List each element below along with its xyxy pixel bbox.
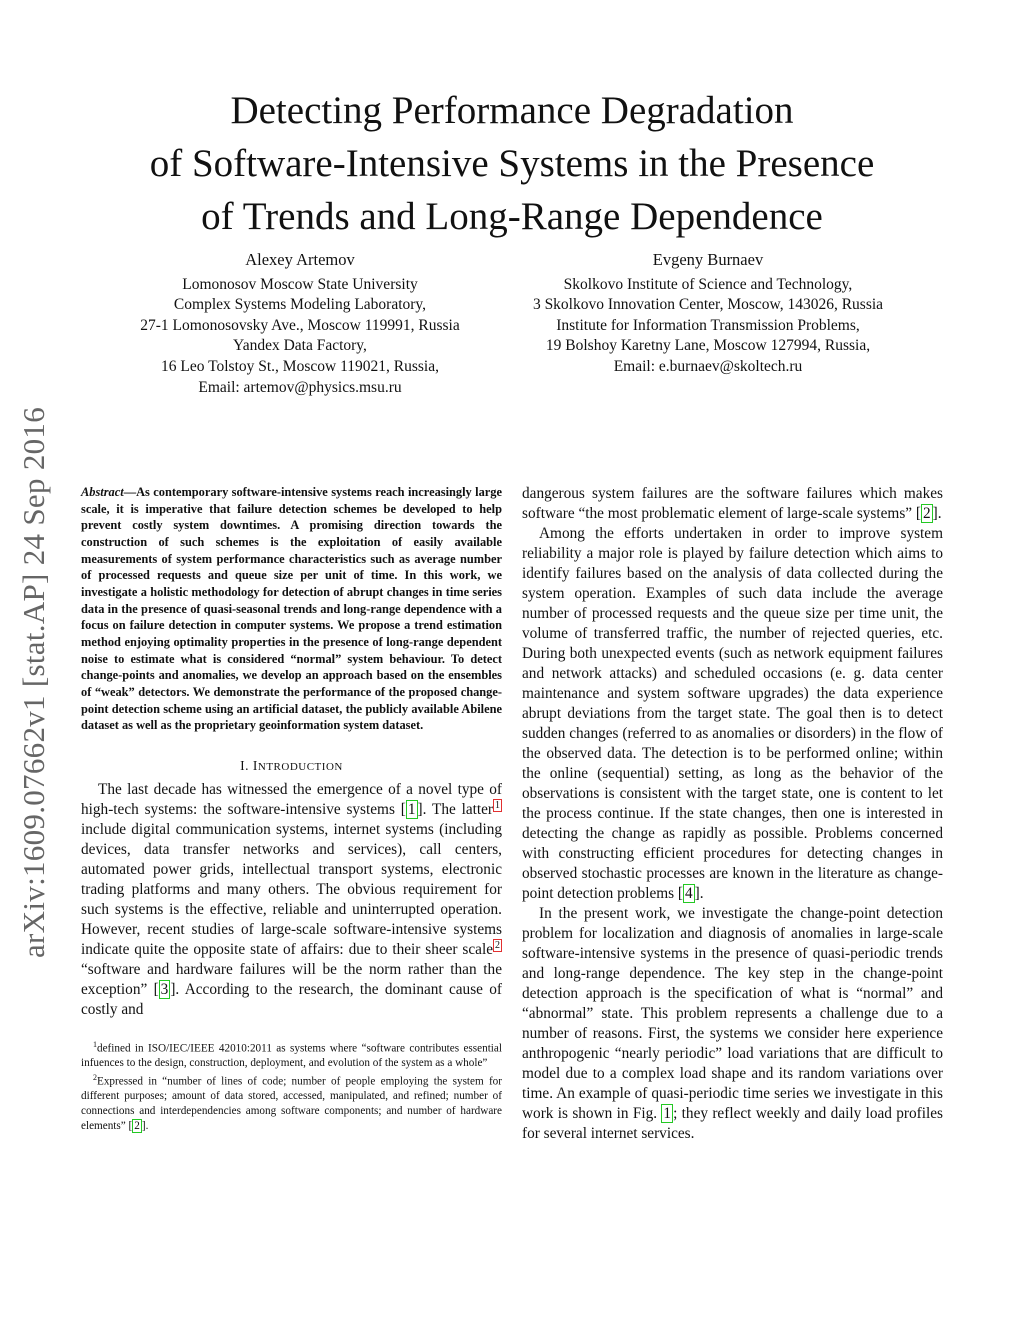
citation-link[interactable]: 4 bbox=[685, 885, 693, 902]
intro-paragraph: The last decade has witnessed the emergence of a novel type of high-tech systems: the software-intensive systems [ 1 ]. The latter $^1$ include digital communication systems, internet systems (including devices, data transfer networks and services), call centers, automated power grids, intellectual transport systems, electronic trading platforms and many others. The obvious requirement for such systems is the effective, reliable and uninterrupted operation. However, recent studies of large-scale software-intensive systems indicate quite the opposite state of affairs: due to their sheer scale $^2$ “software and hardware failures will be the norm rather than the exception” [ 3 ]. According to the research, the dominant cause of costly and bbox=[81, 780, 503, 1018]
footnotes bbox=[81, 1038, 502, 1134]
right-column bbox=[522, 484, 943, 1144]
affiliation-line: 27-1 Lomonosovsky Ave., Moscow 119991, Russia bbox=[140, 316, 460, 334]
citation-link[interactable]: 2 bbox=[923, 505, 931, 522]
footnote-1: $^1$defined in ISO/IEC/IEEE 42010:2011 as systems where “software contributes essential infuences to the design, construction, deployment, and evolution of the system as a whole” bbox=[81, 1039, 502, 1070]
author-name: Evgeny Burnaev bbox=[652, 250, 764, 269]
body-paragraph: Among the efforts undertaken in order to improve system reliability a major role is played by failure detection which aims to identify failures based on the analysis of data collected during the system operation. Examples of such data include the average number of processed requests and the queue size per time unit, the volume of transferred traffic, the number of rejected queries, etc. During both unexpected events (such as network equipment failures and network attacks) and scheduled occasions (e. g. data center maintenance and system software upgrades) the data experience abrupt deviations from the target state. The goal then is to detect sudden changes (referred to as anomalies or disorders) in the flow of the observed data. The detection is to be performed online; within the online (sequential) setting, as long as the behavior of the observations is consistent with the target state, one is content to let the process continue. If the state changes, then one is interested in detecting the change as rapidly as possible. Problems concerned with constructing efficient procedures for detecting changes in observed stochastic processes are known in the literature as change-point detection problems [ 4 ]. bbox=[522, 525, 943, 902]
affiliation-line: Skolkovo Institute of Science and Technology, bbox=[563, 275, 853, 293]
abstract bbox=[81, 484, 502, 734]
citation-link[interactable]: 3 bbox=[160, 980, 169, 998]
title-line-1: Detecting Performance Degradation bbox=[230, 89, 794, 132]
title-line-2: of Software-Intensive Systems in the Presence bbox=[149, 142, 875, 185]
paper-title bbox=[0, 84, 1024, 243]
affiliation-line: Complex Systems Modeling Laboratory, bbox=[173, 296, 427, 314]
section-heading-introduction: I. INTRODUCTION bbox=[240, 757, 343, 773]
footnote-link[interactable]: 2 bbox=[495, 939, 500, 951]
affiliation-line: 3 Skolkovo Innovation Center, Moscow, 143026, Russia bbox=[532, 296, 884, 314]
abstract-text: —As contemporary software-intensive systems reach increasingly large scale, it is imperative that failure detection schemes be developed to help prevent costly system downtimes. A promising direction towards the construction of such schemes is the exploitation of easily available measurements of system performance characteristics such as average number of processed requests and queue size per unit of time. In this work, we investigate a holistic methodology for detection of abrupt changes in time series data in the presence of quasi-seasonal trends and long-range dependence with a focus on failure detection in computer systems. We propose a trend estimation method enjoying optimality properties in the presence of long-range dependent noise to estimate what is considered “normal” system behaviour. To detect change-points and anomalies, we develop an approach based on the ensembles of “weak” detectors. We demonstrate the performance of the proposed change-point detection scheme using an artificial dataset, the publicly available Abilene dataset as well as the proprietary geoinformation system dataset. bbox=[81, 485, 502, 733]
footnote-link[interactable]: 1 bbox=[495, 799, 501, 811]
affiliation-line: Institute for Information Transmission Problems, bbox=[556, 316, 860, 334]
left-column bbox=[81, 484, 502, 1134]
affiliation-line: 19 Bolshoy Karetny Lane, Moscow 127994, Russia, bbox=[545, 337, 871, 355]
figure-link[interactable]: 1 bbox=[663, 1105, 672, 1122]
author-email: Email: artemov@physics.msu.ru bbox=[198, 378, 402, 396]
affiliation-line: Yandex Data Factory, bbox=[233, 337, 367, 355]
author-name: Alexey Artemov bbox=[245, 250, 355, 269]
body-paragraph: dangerous system failures are the software failures which makes software “the most problematic element of large-scale systems” [ 2 ]. bbox=[522, 485, 943, 522]
author-email: Email: e.burnaev@skoltech.ru bbox=[613, 357, 803, 375]
abstract-label: Abstract bbox=[81, 485, 124, 499]
title-line-3: of Trends and Long-Range Dependence bbox=[201, 195, 823, 238]
citation-link[interactable]: 1 bbox=[407, 800, 416, 818]
citation-link[interactable]: 2 bbox=[134, 1119, 140, 1132]
affiliation-line: Lomonosov Moscow State University bbox=[182, 275, 418, 293]
affiliation-line: 16 Leo Tolstoy St., Moscow 119021, Russia, bbox=[161, 357, 439, 375]
footnote-2: $^2$Expressed in “number of lines of code; number of people employing the system for different purposes; amount of data stored, accessed, manipulated, and refined; number of connections and interdependencies among software components; and number of hardware elements” [ 2 ]. bbox=[81, 1072, 502, 1132]
author-block-2 bbox=[508, 250, 908, 378]
body-paragraph: In the present work, we investigate the change-point detection problem for localization and diagnosis of anomalies in large-scale software-intensive systems in the presence of quasi-periodic trends and long-range dependence. The key step in the change-point detection approach is the specification of what is “normal” and “abnormal” state. This problem represents a challenge due to a number of reasons. First, the systems we consider here experience anthropogenic “nearly periodic” load variations that are difficult to model due to a complex load shape and its random variations over time. An example of quasi-periodic time series we investigate in this work is shown in Fig. 1 ; they reflect weekly and daily load profiles for several internet services. bbox=[522, 905, 943, 1142]
arxiv-stamp: arXiv:1609.07662v1 [stat.AP] 24 Sep 2016 bbox=[16, 406, 51, 958]
author-block-1 bbox=[100, 250, 500, 398]
